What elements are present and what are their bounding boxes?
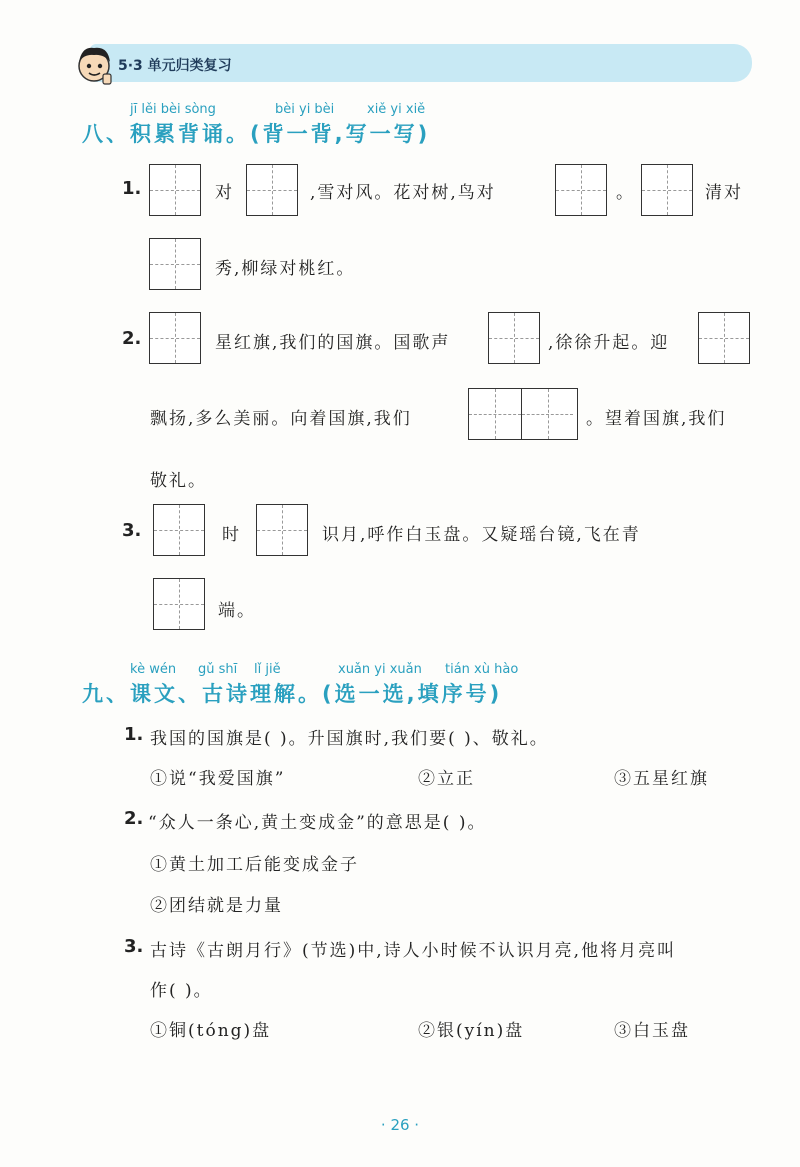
q9-3-text: 古诗《古朗月行》(节选)中,诗人小时候不认识月亮,他将月亮叫 — [150, 941, 677, 961]
q9-3-number: 3. — [124, 936, 144, 957]
pinyin-xuanyixuan: xuǎn yi xuǎn — [338, 662, 422, 677]
answer-box[interactable] — [641, 164, 693, 216]
header-title: 5·3 单元归类复习 — [118, 58, 232, 74]
pinyin-lijie: lǐ jiě — [254, 662, 281, 677]
q8-2-text-4: 。望着国旗,我们 — [586, 409, 727, 429]
answer-box[interactable] — [149, 312, 201, 364]
q8-1-text-1: 对 — [215, 183, 234, 203]
answer-box[interactable] — [698, 312, 750, 364]
pinyin-gushi: gǔ shī — [198, 662, 238, 677]
q8-1-text-5: 秀,柳绿对桃红。 — [215, 259, 356, 279]
pinyin-xieyixie: xiě yi xiě — [367, 102, 426, 117]
answer-cell[interactable] — [521, 389, 573, 439]
answer-box[interactable] — [256, 504, 308, 556]
q8-3-number: 3. — [122, 520, 142, 541]
q8-2-text-2: ,徐徐升起。迎 — [548, 333, 670, 353]
answer-box[interactable] — [153, 504, 205, 556]
pinyin-beiyibei: bèi yi bèi — [275, 102, 335, 117]
q9-2-option-2[interactable]: ②团结就是力量 — [150, 896, 283, 916]
q8-2-text-3: 飘扬,多么美丽。向着国旗,我们 — [150, 409, 412, 429]
q8-1-text-2: ,雪对风。花对树,鸟对 — [310, 183, 496, 203]
answer-box[interactable] — [149, 164, 201, 216]
q8-2-number: 2. — [122, 328, 142, 349]
page-number: · 26 · — [380, 1116, 420, 1134]
q9-3-option-1[interactable]: ①铜(tóng)盘 — [150, 1021, 272, 1041]
q9-3-option-2[interactable]: ②银(yín)盘 — [418, 1021, 525, 1041]
q9-1-option-3[interactable]: ③五星红旗 — [614, 769, 709, 789]
q8-1-text-3: 。 — [616, 183, 635, 203]
q8-3-text-1: 时 — [222, 525, 241, 545]
q9-1-option-1[interactable]: ①说“我爱国旗” — [150, 769, 286, 789]
q8-1-text-4: 清对 — [705, 183, 743, 203]
q9-3-text-2: 作( )。 — [150, 981, 213, 1001]
q8-3-text-2: 识月,呼作白玉盘。又疑瑶台镜,飞在青 — [322, 525, 641, 545]
answer-box[interactable] — [153, 578, 205, 630]
pinyin-tianxuhao: tián xù hào — [445, 662, 519, 677]
section-9-title: 九、课文、古诗理解。(选一选,填序号) — [82, 682, 503, 706]
q9-2-number: 2. — [124, 808, 144, 829]
pinyin-jileibeisong: jī lěi bèi sòng — [130, 102, 216, 117]
q9-2-option-1[interactable]: ①黄土加工后能变成金子 — [150, 855, 359, 875]
answer-box[interactable] — [488, 312, 540, 364]
q9-1-number: 1. — [124, 724, 144, 745]
answer-box[interactable] — [149, 238, 201, 290]
pinyin-kewen: kè wén — [130, 662, 177, 677]
answer-box[interactable] — [246, 164, 298, 216]
q9-3-option-3[interactable]: ③白玉盘 — [614, 1021, 690, 1041]
q9-1-text: 我国的国旗是( )。升国旗时,我们要( )、敬礼。 — [150, 729, 549, 749]
answer-cell[interactable] — [469, 389, 521, 439]
answer-box[interactable] — [555, 164, 607, 216]
q8-1-number: 1. — [122, 178, 142, 199]
boy-mascot-icon — [70, 40, 118, 88]
q8-2-text-5: 敬礼。 — [150, 471, 207, 491]
q9-2-text: “众人一条心,黄土变成金”的意思是( )。 — [148, 813, 487, 833]
section-8-title: 八、积累背诵。(背一背,写一写) — [82, 122, 431, 146]
answer-box-double[interactable] — [468, 388, 578, 440]
q8-3-text-3: 端。 — [218, 601, 256, 621]
q9-1-option-2[interactable]: ②立正 — [418, 769, 475, 789]
q8-2-text-1: 星红旗,我们的国旗。国歌声 — [215, 333, 451, 353]
